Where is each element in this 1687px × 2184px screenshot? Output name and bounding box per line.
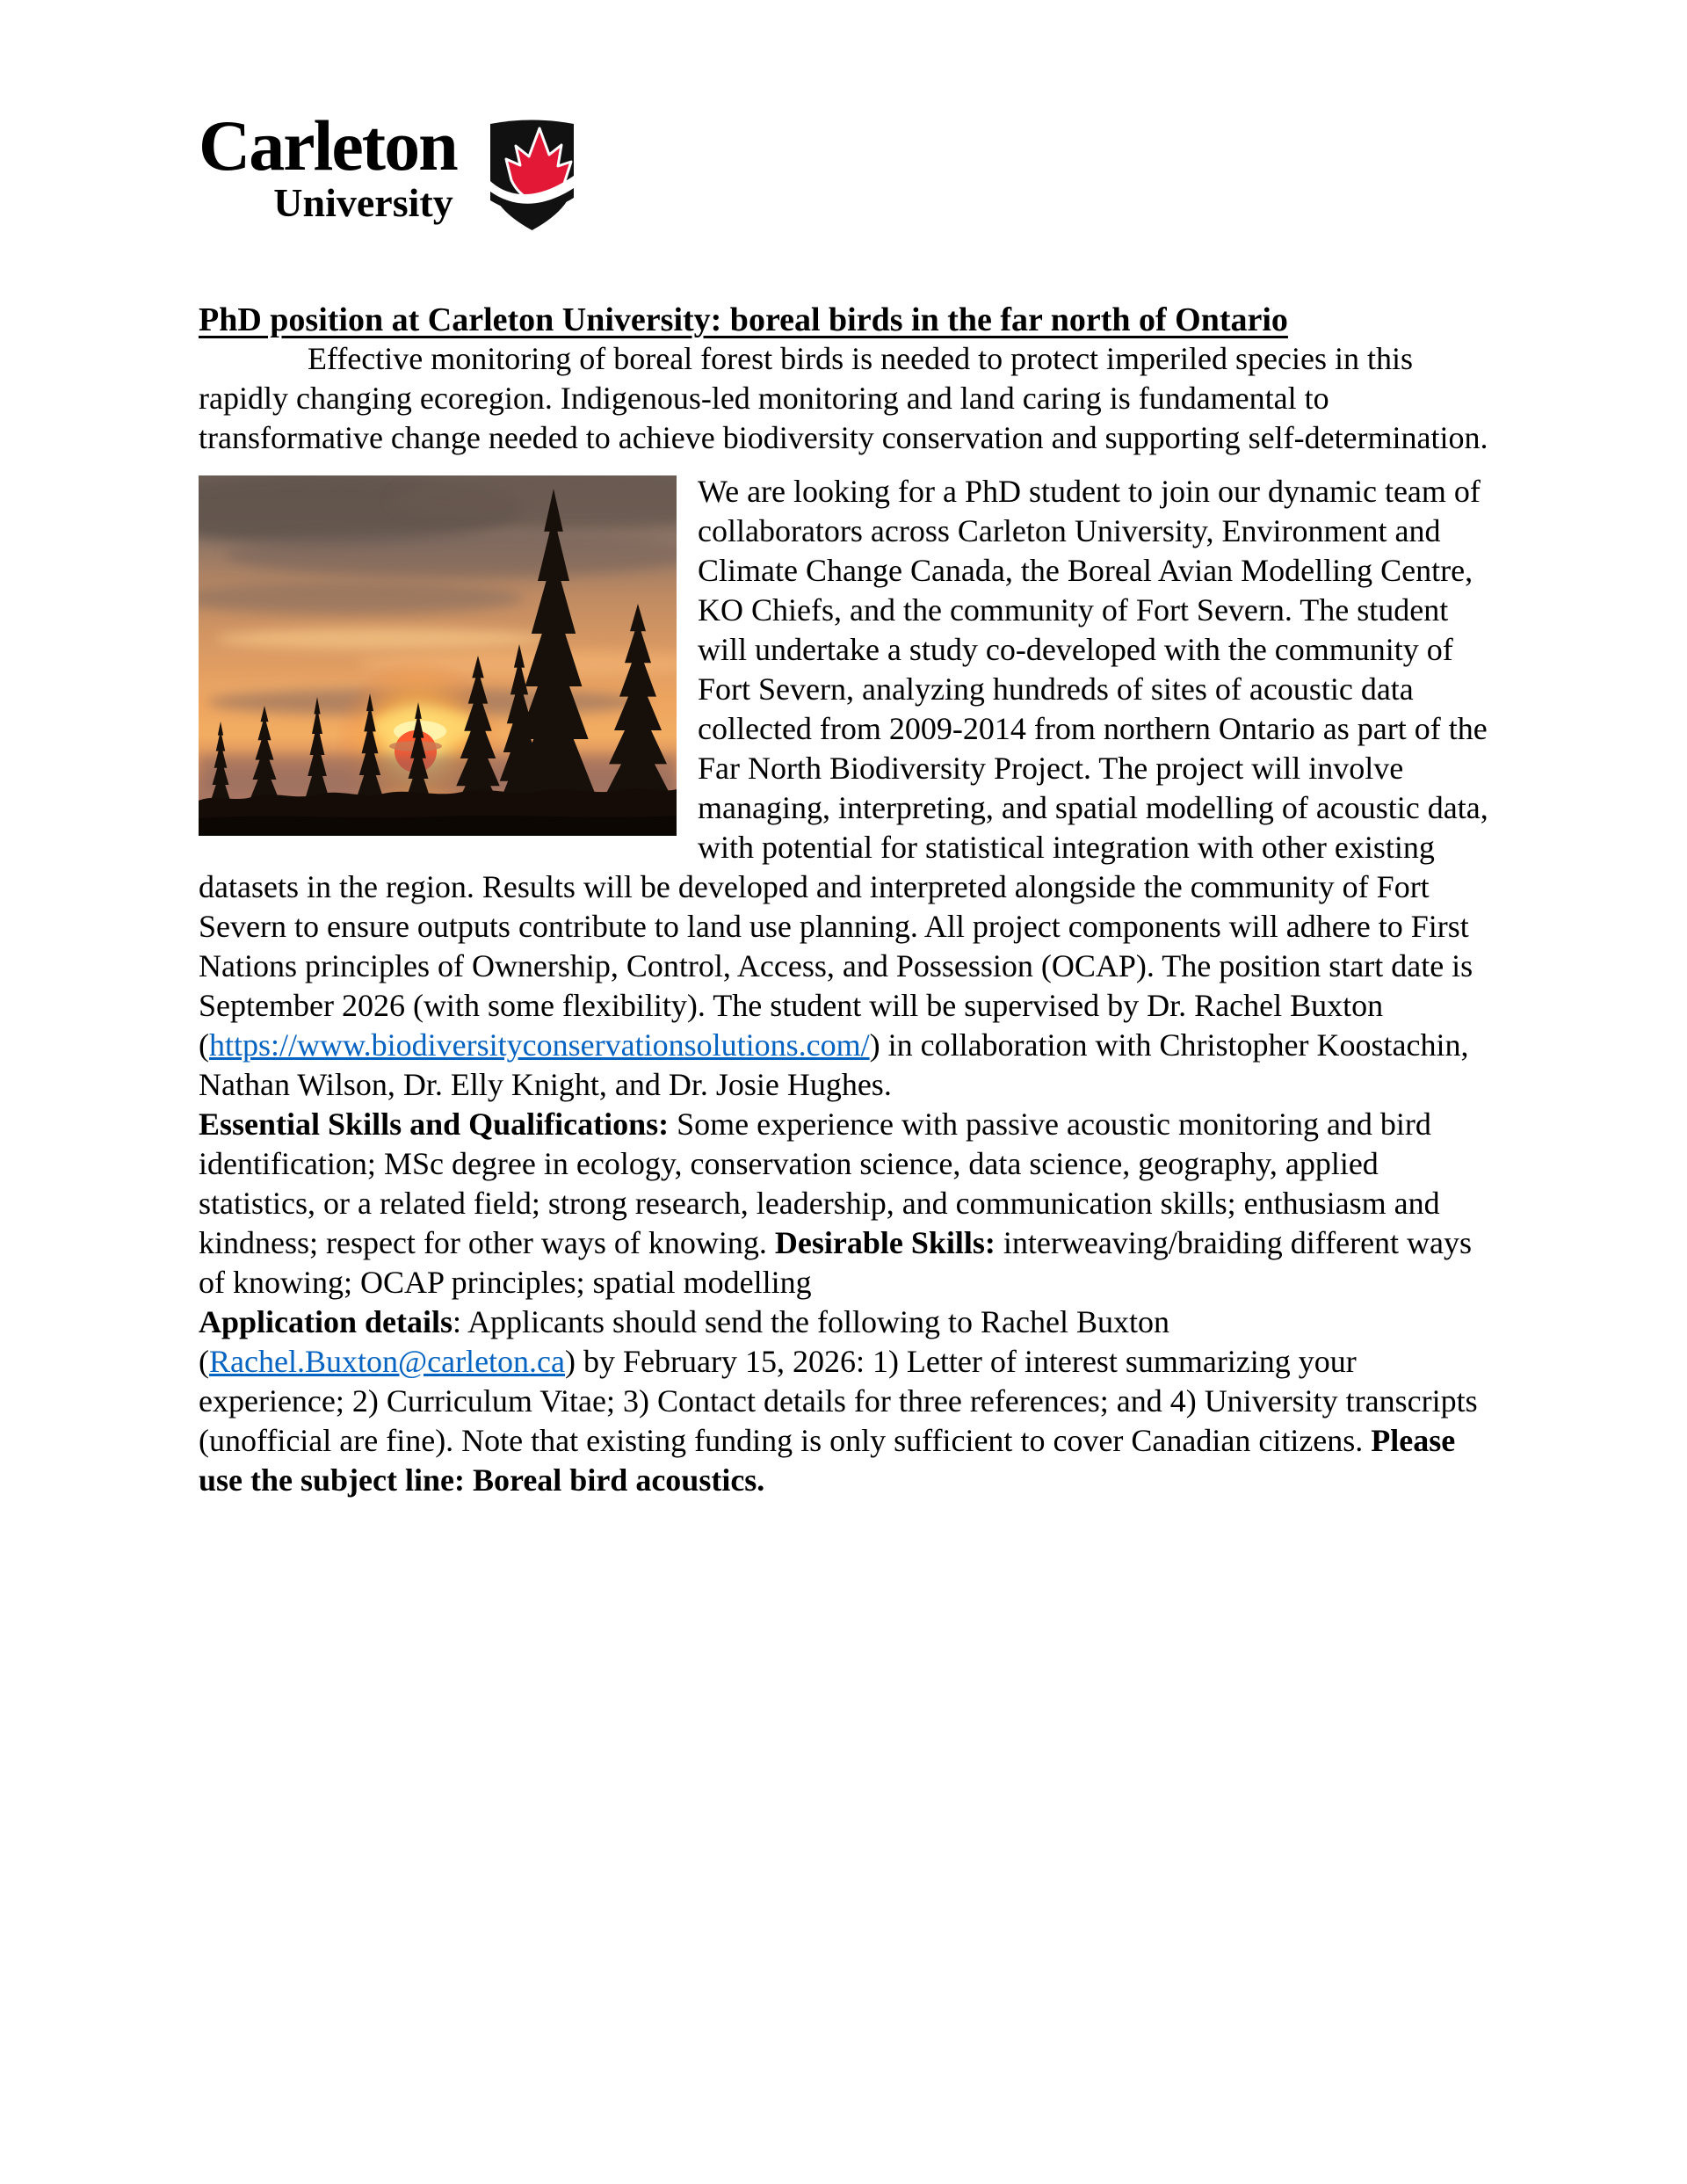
logo-wordmark [199, 105, 457, 226]
project-section [199, 472, 1488, 1105]
skills-paragraph [199, 1105, 1488, 1302]
desirable-skills-text: interweaving/braiding different ways of knowing; OCAP principles; spatial modelling [199, 1225, 1473, 1300]
project-text-after-link: ) in collaboration with Christopher Koostachin, Nathan Wilson, Dr. Elly Knight, and Dr. Josie Hughes. [199, 1027, 1469, 1102]
essential-skills-text: Some experience with passive acoustic monitoring and bird identification; MSc degree in ecology, conservation science, data science, geography, applied statistics, or a related field; strong research, leadership, and communication skills; enthusiasm and kindness; respect for other ways of knowing. [199, 1107, 1440, 1260]
essential-skills-label: Essential Skills and Qualifications: [199, 1107, 670, 1142]
sunset-photo [199, 475, 677, 836]
sunset-photo-art [199, 475, 677, 836]
application-details-label: Application details [199, 1304, 453, 1339]
subject-line-bold-text: Please use the subject line: Boreal bird acoustics. [199, 1423, 1456, 1498]
project-text-before-link: We are looking for a PhD student to join our dynamic team of collaborators across Carleton University, Environment and Climate Change Canada, the Boreal Avian Modelling Centre, KO Chiefs, and the community of Fort Severn. The student will undertake a study co-developed with the community of Fort Severn, analyzing hundreds of sites of acoustic data collected from 2009-2014 from northern Ontario as part of the Far North Biodiversity Project. The project will involve managing, interpreting, and spatial modelling of acoustic data, with potential for statistical integration with other existing datasets in the region. Results will be developed and interpreted alongside the community of Fort Severn to ensure outputs contribute to land use planning. All project components will adhere to First Nations principles of Ownership, Control, Access, and Possession (OCAP). The position start date is September 2026 (with some flexibility). The student will be supervised by Dr. Rachel Buxton ( [199, 474, 1488, 1063]
application-text-before-email: : Applicants should send the following to Rachel Buxton ( [199, 1304, 1169, 1379]
email-link[interactable]: Rachel.Buxton@carleton.ca [209, 1344, 565, 1379]
carleton-shield-icon [485, 116, 579, 235]
logo-wordmark-carleton: Carleton [199, 105, 457, 185]
application-paragraph [199, 1302, 1488, 1500]
desirable-skills-label: Desirable Skills: [774, 1225, 996, 1260]
intro-paragraph: Effective monitoring of boreal forest birds is needed to protect imperiled species in this rapidly changing ecoregion. Indigenous-led monitoring and land caring is fundamental to transformative change needed to achieve biodiversity conservation and supporting self-determination. [199, 341, 1488, 455]
application-text-after-email: ) by February 15, 2026: 1) Letter of interest summarizing your experience; 2) Curriculum Vitae; 3) Contact details for three references; and 4) University transcripts (unofficial are fine). Note that existing funding is only sufficient to cover Canadian citizens. [199, 1344, 1478, 1458]
carleton-logo [199, 105, 1488, 244]
logo-wordmark-university: University [273, 180, 453, 226]
page-title: PhD position at Carleton University: boreal birds in the far north of Ontario [199, 301, 1288, 338]
biodiversity-website-link[interactable]: https://www.biodiversityconservationsolutions.com/ [209, 1027, 870, 1063]
